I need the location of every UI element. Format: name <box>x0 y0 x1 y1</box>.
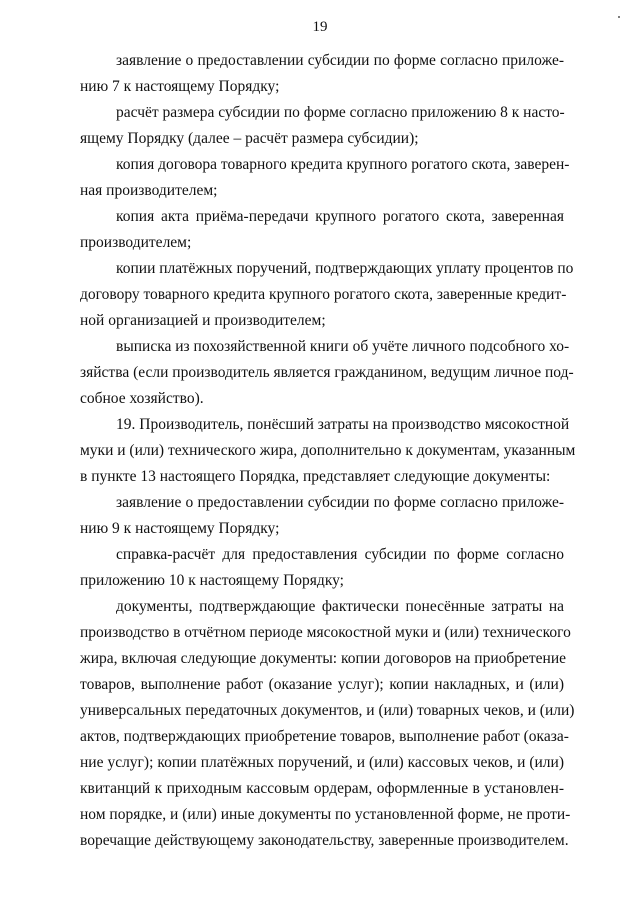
text-line: зяйства (если производитель является гражданином, ведущим личное под- <box>80 364 574 381</box>
text-line: заявление о предоставлении субсидии по форме согласно приложе- <box>116 494 564 511</box>
text-line: выписка из похозяйственной книги об учёте личного подсобного хо- <box>116 338 570 355</box>
text-line: универсальных передаточных документов, и (или) товарных чеков, и (или) <box>80 702 575 719</box>
text-line: муки и (или) технического жира, дополнительно к документам, указанным <box>80 442 576 459</box>
text-line: справка-расчёт для предоставления субсидии по форме согласно <box>116 546 564 563</box>
scan-artifact-mark <box>618 16 620 18</box>
paragraph-application-9 <box>80 490 564 542</box>
text-line: воречащие действующему законодательству, заверенные производителем. <box>80 832 569 849</box>
text-line: жира, включая следующие документы: копии договоров на приобретение <box>80 650 567 667</box>
text-line: копия договора товарного кредита крупного рогатого скота, заверен- <box>116 156 570 173</box>
text-line: собное хозяйство). <box>80 390 204 407</box>
paragraph-credit-agreement-copy <box>80 152 570 204</box>
text-line: ная производителем; <box>80 182 218 199</box>
paragraph-transfer-act-copy <box>80 204 564 256</box>
paragraph-payment-orders <box>80 256 574 334</box>
text-line: квитанций к приходным кассовым ордерам, оформленные в установлен- <box>80 780 564 797</box>
text-line: расчёт размера субсидии по форме согласно приложению 8 к насто- <box>116 104 565 121</box>
text-line: документы, подтверждающие фактически понесённые затраты на <box>116 598 564 615</box>
paragraph-certificate-calculation <box>80 542 564 594</box>
text-line: производителем; <box>80 234 192 251</box>
paragraph-cost-documents <box>80 594 575 854</box>
text-line: копии платёжных поручений, подтверждающих уплату процентов по <box>116 260 574 277</box>
text-line: приложению 10 к настоящему Порядку; <box>80 572 344 589</box>
body-text <box>80 48 576 854</box>
text-line: ящему Порядку (далее – расчёт размера субсидии); <box>80 130 419 147</box>
text-line: ном порядке, и (или) иные документы по установленной форме, не проти- <box>80 806 571 823</box>
paragraph-subsidy-calculation <box>80 100 564 152</box>
page-number: 19 <box>312 19 328 35</box>
text-line: товаров, выполнение работ (оказание услуг); копии накладных, и (или) <box>80 676 564 693</box>
text-line: ной организацией и производителем; <box>80 312 326 329</box>
text-line: актов, подтверждающих приобретение товаров, выполнение работ (оказа- <box>80 728 569 745</box>
text-line: договору товарного кредита крупного рогатого скота, заверенные кредит- <box>80 286 567 303</box>
paragraph-household-book-extract <box>80 334 574 412</box>
text-line: производство в отчётном периоде мясокостной муки и (или) технического <box>80 624 571 641</box>
paragraph-application-7 <box>80 48 564 100</box>
text-line: в пункте 13 настоящего Порядка, представляет следующие документы: <box>80 468 551 485</box>
text-line: заявление о предоставлении субсидии по форме согласно приложе- <box>116 52 564 69</box>
text-line: нию 9 к настоящему Порядку; <box>80 520 280 537</box>
paragraph-item-19 <box>80 412 576 490</box>
text-line: ние услуг); копии платёжных поручений, и (или) кассовых чеков, и (или) <box>80 754 564 771</box>
text-line: нию 7 к настоящему Порядку; <box>80 78 280 95</box>
text-line: копия акта приёма-передачи крупного рогатого скота, заверенная <box>116 208 564 225</box>
text-line: 19. Производитель, понёсший затраты на производство мясокостной <box>116 416 570 433</box>
